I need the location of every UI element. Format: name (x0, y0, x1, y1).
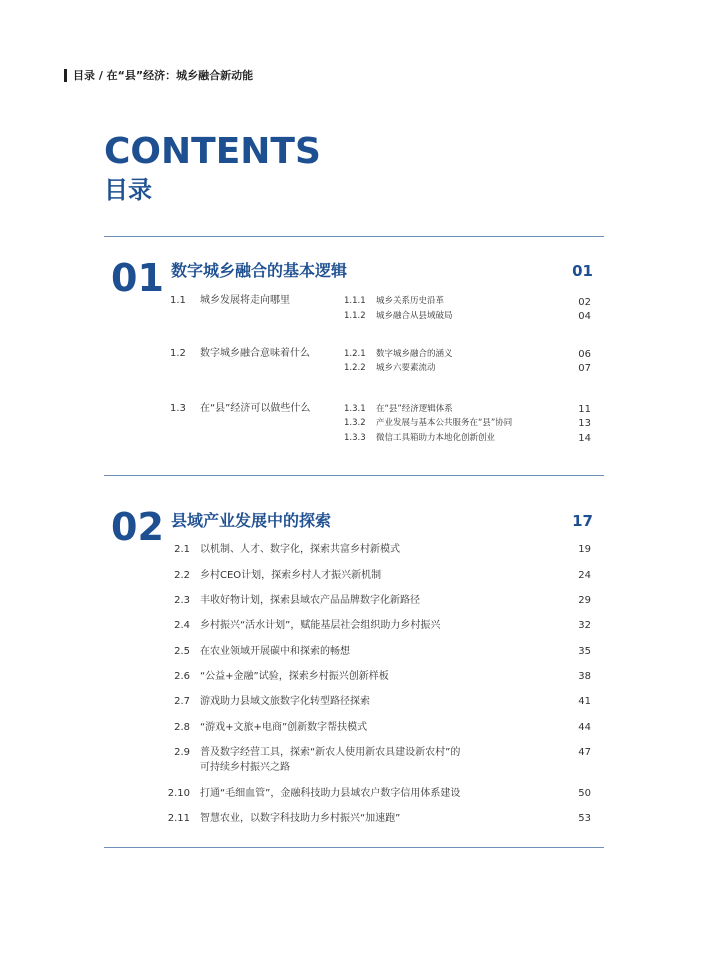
toc-item-number: 2.4 (174, 620, 190, 631)
toc-item-page: 29 (578, 595, 591, 606)
section2-title[interactable]: 县域产业发展中的探索 (171, 511, 332, 530)
section1-number: 01 (111, 256, 164, 300)
toc-item-page: 06 (578, 349, 591, 360)
toc-item-number: 1.1.1 (344, 296, 366, 306)
header-text: 目录 / 在“县”经济：城乡融合新动能 (73, 69, 254, 82)
toc-item-page: 50 (578, 788, 591, 799)
toc-item-number: 2.10 (167, 788, 190, 799)
toc-item-page: 11 (578, 404, 591, 415)
toc-subsection-number: 1.2 (170, 348, 186, 359)
toc-item-page: 53 (578, 813, 591, 824)
toc-item-number: 2.9 (174, 747, 190, 758)
toc-item-title[interactable]: 城乡六要素流动 (376, 363, 436, 373)
page-header (64, 67, 253, 83)
toc-subsection-number: 1.1 (170, 295, 186, 306)
toc-item-title[interactable]: “公益+金融”试验，探索乡村振兴创新样板 (200, 671, 389, 682)
toc-item-title[interactable]: 游戏助力县域文旅数字化转型路径探索 (200, 696, 370, 707)
toc-item-number: 2.5 (174, 646, 190, 657)
toc-item-number: 1.2.2 (344, 363, 366, 373)
toc-item-number: 2.8 (174, 722, 190, 733)
toc-item-number: 1.2.1 (344, 349, 366, 359)
toc-item-title[interactable]: 在农业领域开展碳中和探索的畅想 (200, 646, 350, 657)
toc-item-title[interactable]: 城乡关系历史沿革 (376, 296, 445, 306)
toc-item-number: 2.11 (167, 813, 190, 824)
toc-item-page: 47 (578, 747, 591, 758)
toc-subsection-title[interactable]: 在“县”经济可以做些什么 (200, 403, 311, 414)
toc-item-title[interactable]: 城乡融合从县域破局 (376, 311, 453, 321)
divider-middle (104, 475, 604, 476)
toc-item-page: 07 (578, 363, 591, 374)
toc-item-number: 2.1 (174, 544, 190, 555)
section2-page: 17 (572, 512, 593, 530)
toc-item-title[interactable]: 微信工具箱助力本地化创新创业 (376, 433, 496, 443)
contents-title: CONTENTS (104, 131, 321, 172)
section1-title[interactable]: 数字城乡融合的基本逻辑 (171, 261, 348, 280)
toc-item-number: 2.2 (174, 570, 190, 581)
toc-item-title[interactable]: 丰收好物计划，探索县域农产品品牌数字化新路径 (200, 595, 420, 606)
toc-subsection-title[interactable]: 数字城乡融合意味着什么 (200, 348, 310, 359)
toc-subsection-number: 1.3 (170, 403, 186, 414)
section1-page: 01 (572, 262, 593, 280)
toc-item-title[interactable]: 在“县”经济逻辑体系 (376, 404, 453, 414)
toc-item-title[interactable]: 乡村CEO计划，探索乡村人才振兴新机制 (200, 570, 382, 581)
section2-number: 02 (111, 505, 164, 549)
toc-item-page: 35 (578, 646, 591, 657)
toc-item-page: 14 (578, 433, 591, 444)
contents-subtitle: 目录 (104, 176, 152, 204)
toc-item-page: 13 (578, 418, 591, 429)
toc-item-page: 38 (578, 671, 591, 682)
toc-item-title[interactable]: 打通“毛细血管”，金融科技助力县域农户数字信用体系建设 (200, 788, 461, 799)
divider-top (104, 236, 604, 237)
toc-item-title[interactable]: 以机制、人才、数字化，探索共富乡村新模式 (200, 544, 400, 555)
divider-bottom (104, 847, 604, 848)
header-bar (64, 69, 67, 82)
toc-item-page: 32 (578, 620, 591, 631)
toc-item-title[interactable]: “游戏+文旅+电商”创新数字帮扶模式 (200, 722, 368, 733)
toc-item-title-continued[interactable]: 可持续乡村振兴之路 (200, 762, 290, 773)
toc-item-page: 24 (578, 570, 591, 581)
toc-item-title[interactable]: 数字城乡融合的涵义 (376, 349, 453, 359)
toc-item-title[interactable]: 智慧农业，以数字科技助力乡村振兴“加速跑” (200, 813, 401, 824)
toc-item-page: 44 (578, 722, 591, 733)
toc-subsection-title[interactable]: 城乡发展将走向哪里 (200, 295, 290, 306)
toc-item-number: 2.3 (174, 595, 190, 606)
toc-item-title[interactable]: 产业发展与基本公共服务在“县”协同 (376, 418, 513, 428)
toc-item-number: 1.3.1 (344, 404, 366, 414)
toc-item-page: 41 (578, 696, 591, 707)
toc-item-page: 04 (578, 311, 591, 322)
toc-item-number: 2.7 (174, 696, 190, 707)
toc-item-number: 2.6 (174, 671, 190, 682)
toc-item-number: 1.1.2 (344, 311, 366, 321)
toc-item-title[interactable]: 普及数字经营工具，探索“新农人使用新农具建设新农村”的 (200, 747, 461, 758)
toc-item-title[interactable]: 乡村振兴“活水计划”，赋能基层社会组织助力乡村振兴 (200, 620, 441, 631)
toc-item-number: 1.3.2 (344, 418, 366, 428)
toc-item-number: 1.3.3 (344, 433, 366, 443)
toc-item-page: 02 (578, 297, 591, 308)
toc-item-page: 19 (578, 544, 591, 555)
